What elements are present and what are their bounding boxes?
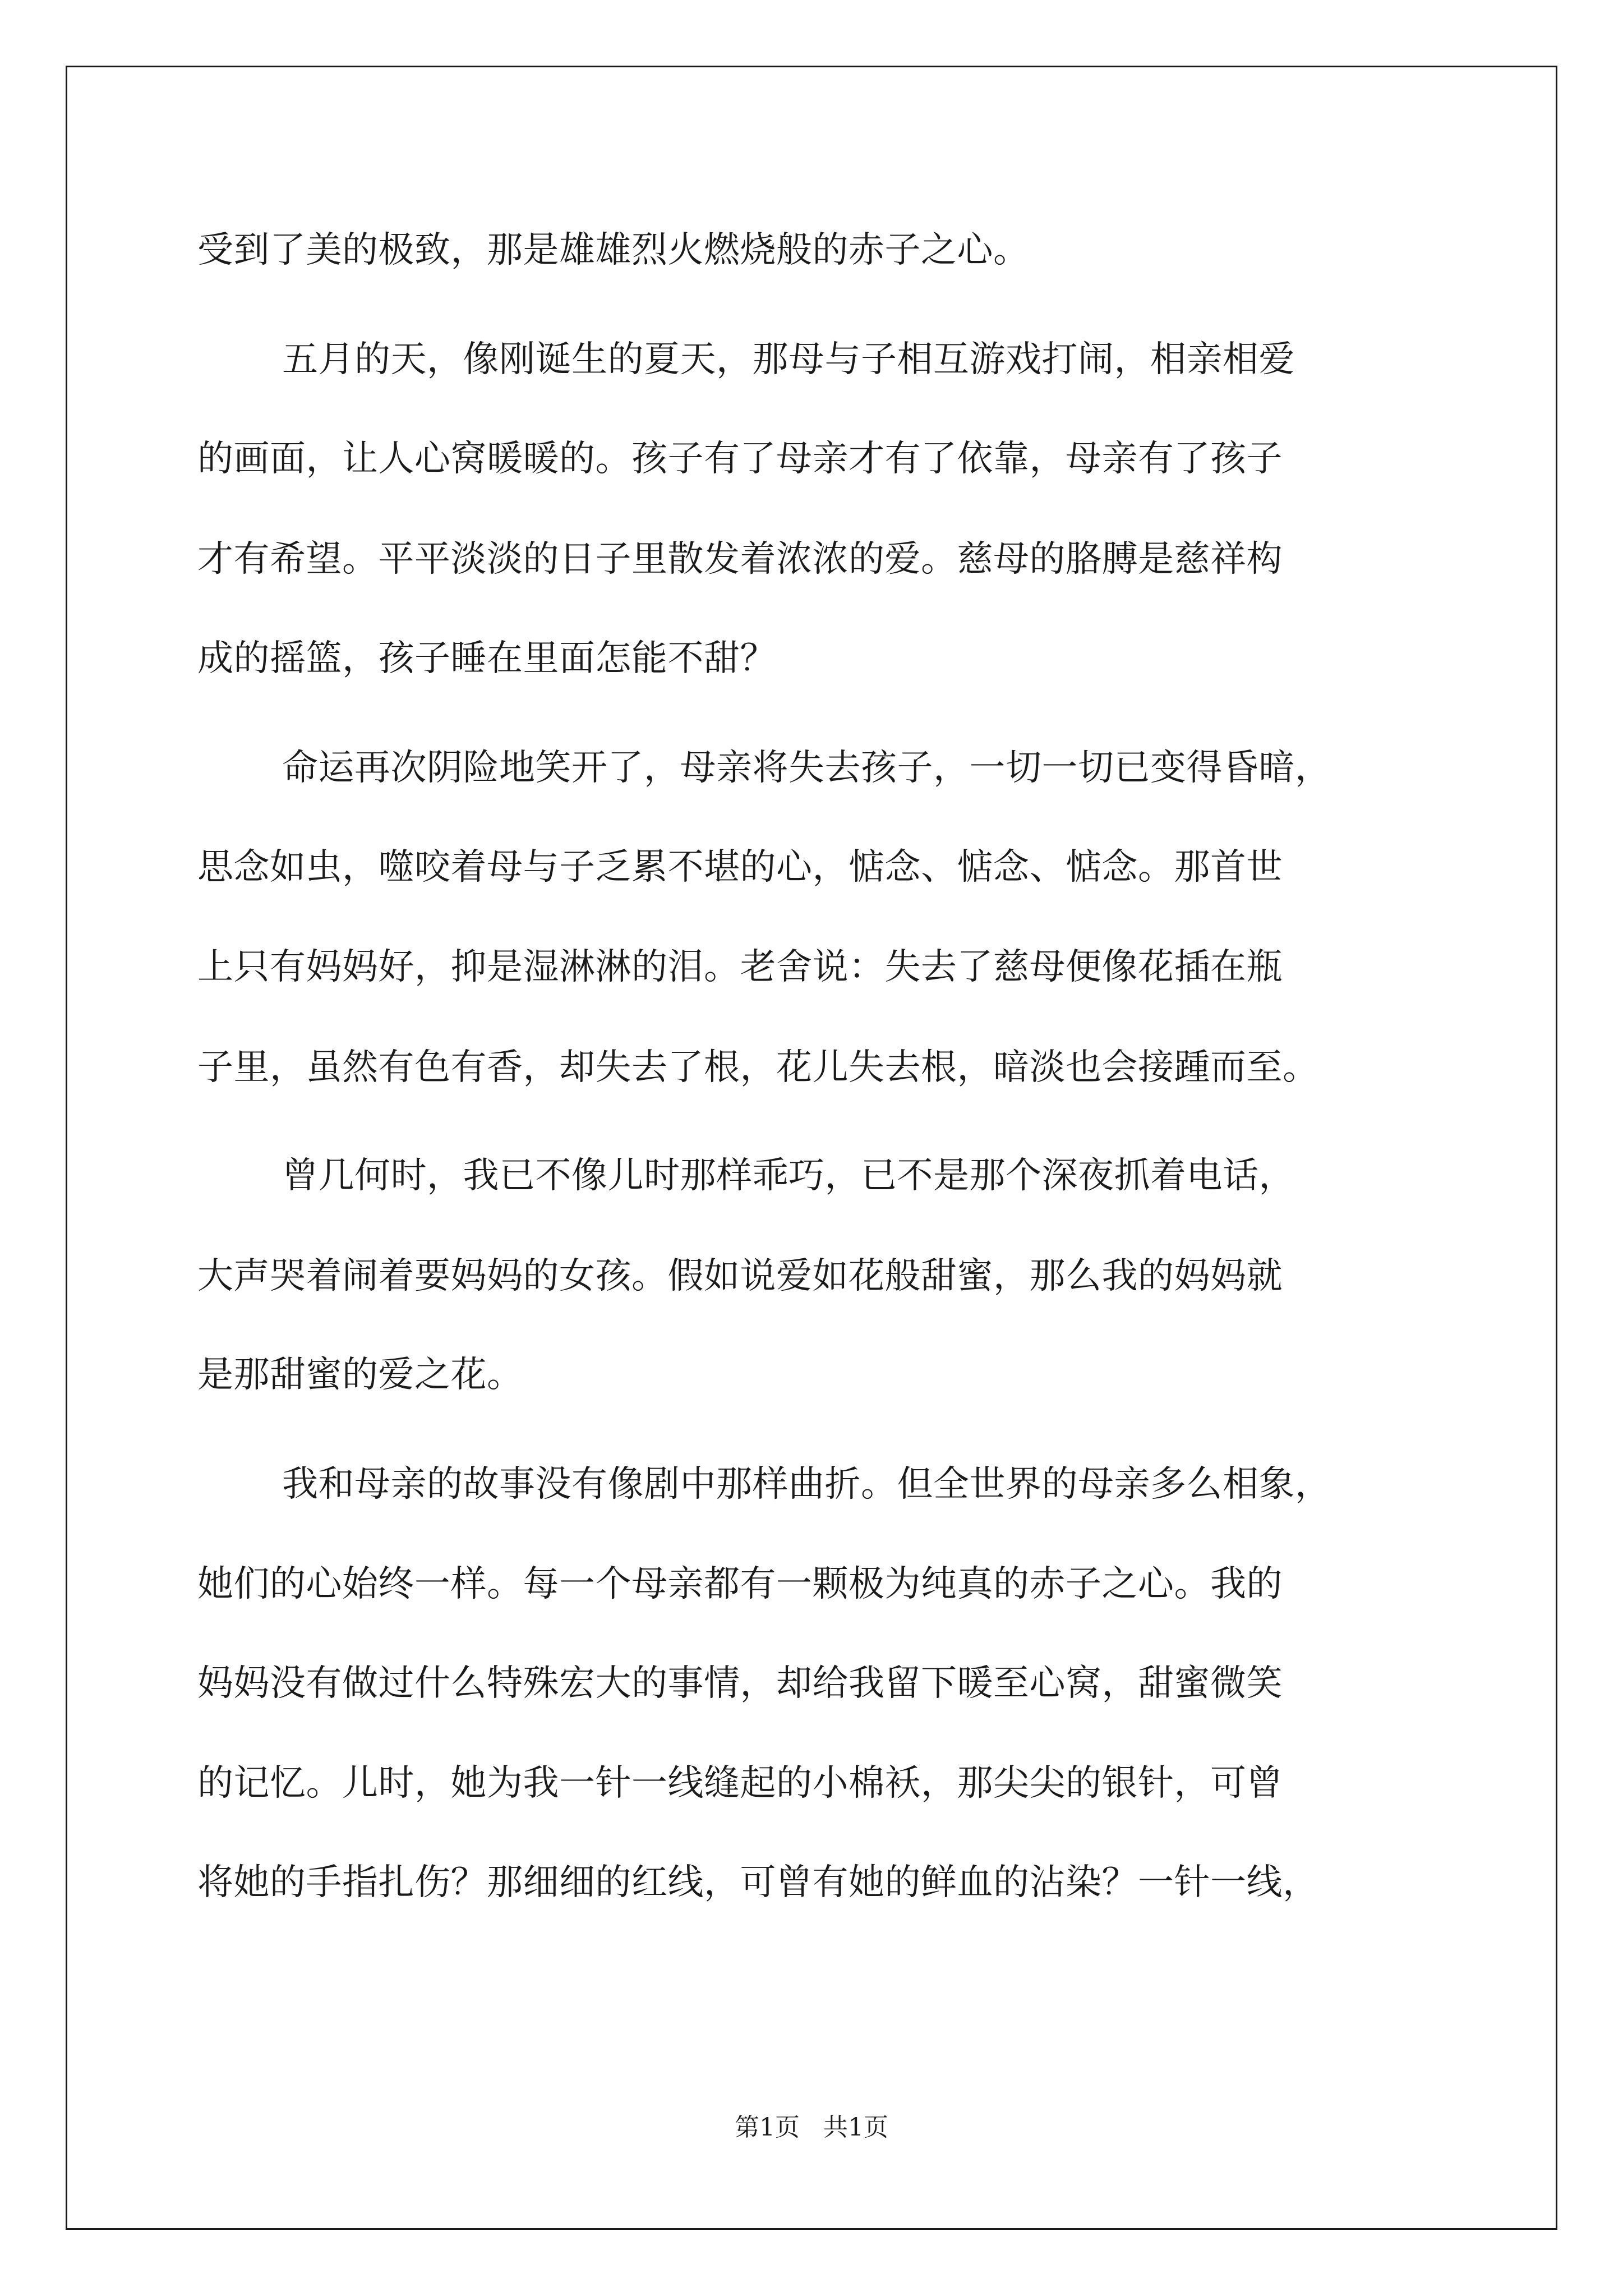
text-line-1: 受到了美的极致，那是雄雄烈火燃烧般的赤子之心。 xyxy=(197,229,1030,271)
text-line-13: 我和母亲的故事没有像剧中那样曲折。但全世界的母亲多么相象， xyxy=(282,1464,1331,1505)
text-line-12: 是那甜蜜的爱之花。 xyxy=(197,1354,523,1396)
text-line-6: 命运再次阴险地笑开了，母亲将失去孩子，一切一切已变得昏暗， xyxy=(282,747,1331,789)
text-line-14: 她们的心始终一样。每一个母亲都有一颗极为纯真的赤子之心。我的 xyxy=(197,1563,1283,1605)
text-line-2: 五月的天，像刚诞生的夏天，那母与子相互游戏打闹，相亲相爱 xyxy=(282,339,1295,380)
page-footer: 第1页 共1页 xyxy=(735,2113,888,2142)
text-line-5: 成的摇篮，孩子睡在里面怎能不甜？ xyxy=(197,638,776,679)
text-line-9: 子里，虽然有色有香，却失去了根，花儿失去根，暗淡也会接踵而至。 xyxy=(197,1047,1319,1088)
text-line-15: 妈妈没有做过什么特殊宏大的事情，却给我留下暖至心窝，甜蜜微笑 xyxy=(197,1663,1283,1704)
page-border xyxy=(66,66,1557,2230)
text-line-7: 思念如虫，噬咬着母与子乏累不堪的心，惦念、惦念、惦念。那首世 xyxy=(197,846,1283,888)
text-line-10: 曾几何时，我已不像儿时那样乖巧，已不是那个深夜抓着电话， xyxy=(282,1155,1295,1197)
text-line-11: 大声哭着闹着要妈妈的女孩。假如说爱如花般甜蜜，那么我的妈妈就 xyxy=(197,1255,1283,1297)
text-line-17: 将她的手指扎伤？那细细的红线，可曾有她的鲜血的沾染？一针一线， xyxy=(197,1862,1319,1903)
text-line-3: 的画面，让人心窝暖暖的。孩子有了母亲才有了依靠，母亲有了孩子 xyxy=(197,438,1283,480)
text-line-16: 的记忆。儿时，她为我一针一线缝起的小棉袄，那尖尖的银针，可曾 xyxy=(197,1763,1283,1804)
text-line-4: 才有希望。平平淡淡的日子里散发着浓浓的爱。慈母的胳膊是慈祥构 xyxy=(197,539,1283,580)
text-line-8: 上只有妈妈好，抑是湿淋淋的泪。老舍说：失去了慈母便像花插在瓶 xyxy=(197,946,1283,988)
